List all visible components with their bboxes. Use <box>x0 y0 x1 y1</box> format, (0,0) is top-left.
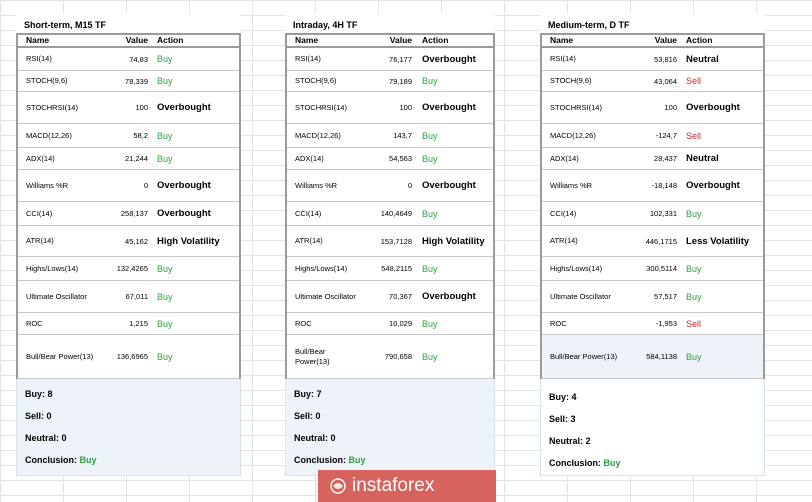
table-row <box>287 148 493 170</box>
summary-sell: Sell: 0 <box>25 411 52 421</box>
indicator-name: ADX(14) <box>26 153 55 163</box>
table-row <box>18 313 239 335</box>
indicator-action: Overbought <box>157 208 211 219</box>
summary-conclusion <box>549 452 764 474</box>
summary-box <box>16 379 241 476</box>
panel-title: Short-term, M15 TF <box>16 13 241 33</box>
panel-short-term <box>16 13 241 476</box>
summary-conclusion <box>25 449 240 471</box>
summary-neutral: Neutral: 0 <box>25 433 67 443</box>
indicator-value: 21,244 <box>125 154 148 163</box>
conclusion-value: Buy <box>603 458 621 468</box>
summary-box <box>540 379 765 476</box>
summary-sell: Sell: 3 <box>549 414 576 424</box>
indicator-value: 132,4265 <box>116 264 148 273</box>
indicator-action: Buy <box>686 291 702 302</box>
indicator-name: Bull/Bear Power(13) <box>550 351 618 361</box>
summary-conclusion <box>294 449 494 471</box>
summary-buy: Buy: 8 <box>25 389 53 399</box>
indicator-name: Ultimate Oscillator <box>550 291 611 301</box>
indicator-value: 258,137 <box>120 209 148 218</box>
table-row <box>542 71 763 92</box>
indicator-name: RSI(14) <box>295 54 321 63</box>
indicator-action: Buy <box>422 351 438 362</box>
conclusion-value: Buy <box>348 455 366 465</box>
indicator-value: 79,189 <box>389 76 412 86</box>
indicator-action: Buy <box>157 76 173 86</box>
indicator-name: Williams %R <box>295 180 338 190</box>
indicator-name: STOCH(9,6) <box>550 76 592 85</box>
table-row <box>287 335 493 379</box>
table-row <box>18 48 239 71</box>
indicator-name: ROC <box>295 318 312 328</box>
table-row <box>542 281 763 313</box>
indicator-value: 548,2115 <box>381 264 412 273</box>
panel-title: Medium-term, D TF <box>540 13 765 33</box>
indicator-value: 53,816 <box>654 54 677 64</box>
indicator-action: Overbought <box>157 102 211 113</box>
indicator-name: STOCHRSI(14) <box>295 102 347 112</box>
table-row <box>18 335 239 379</box>
header-value: Value <box>654 35 677 45</box>
indicator-action: Buy <box>157 263 173 274</box>
indicator-table <box>540 33 765 379</box>
table-row <box>18 124 239 148</box>
indicator-action: Buy <box>422 153 438 164</box>
indicator-action: Buy <box>686 263 702 274</box>
indicator-name: Ultimate Oscillator <box>295 291 356 301</box>
indicator-name: ATR(14) <box>295 236 323 245</box>
indicator-value: 54,563 <box>389 154 412 163</box>
table-row <box>287 202 493 226</box>
indicator-action: High Volatility <box>422 235 485 247</box>
table-row <box>542 148 763 170</box>
indicator-value: 446,1715 <box>645 236 677 246</box>
indicator-action: Buy <box>422 76 438 86</box>
table-row <box>542 335 763 379</box>
indicator-name: Williams %R <box>26 180 69 190</box>
indicator-name: Highs/Lows(14) <box>295 263 348 273</box>
table-row <box>287 71 493 92</box>
table-row <box>542 124 763 148</box>
summary-box <box>285 379 495 476</box>
indicator-value: 102,331 <box>649 209 677 218</box>
indicator-value: 0 <box>407 181 412 190</box>
indicator-action: Buy <box>686 208 702 219</box>
indicator-value: 100 <box>135 103 148 112</box>
indicator-action: Neutral <box>686 153 719 164</box>
indicator-name: ROC <box>26 318 43 328</box>
indicator-action: Buy <box>422 318 438 329</box>
indicator-action: Overbought <box>422 291 476 302</box>
table-row <box>287 281 493 313</box>
indicator-value: 74,83 <box>129 54 148 64</box>
table-row <box>18 281 239 313</box>
summary-neutral: Neutral: 0 <box>294 433 336 443</box>
indicator-value: 300,5114 <box>646 264 677 273</box>
indicator-name: RSI(14) <box>550 54 576 63</box>
table-row <box>18 226 239 257</box>
indicator-name: MACD(12,26) <box>26 130 72 140</box>
indicator-action: Buy <box>157 130 173 141</box>
table-row <box>18 202 239 226</box>
indicator-name: ADX(14) <box>295 153 324 163</box>
indicator-name: Ultimate Oscillator <box>26 291 87 301</box>
indicator-value: 100 <box>664 103 677 112</box>
indicator-action: Sell <box>686 130 702 141</box>
table-row <box>542 170 763 202</box>
indicator-action: Buy <box>157 54 173 64</box>
summary-buy: Buy: 4 <box>549 392 577 402</box>
indicator-name: MACD(12,26) <box>550 130 596 140</box>
table-header <box>542 35 763 48</box>
table-row <box>542 257 763 281</box>
indicator-action: Buy <box>422 263 438 274</box>
table-row <box>287 92 493 124</box>
conclusion-label: Conclusion: <box>294 455 346 465</box>
indicator-value: -18,148 <box>651 181 677 190</box>
indicator-name: STOCH(9,6) <box>26 76 68 85</box>
indicator-action: Buy <box>157 291 173 302</box>
indicator-value: 153,7128 <box>380 236 412 246</box>
indicator-name: ADX(14) <box>550 153 579 163</box>
indicator-value: 0 <box>143 181 148 190</box>
header-value: Value <box>125 35 148 45</box>
indicator-action: Overbought <box>422 53 476 65</box>
table-row <box>287 170 493 202</box>
panel-title: Intraday, 4H TF <box>285 13 495 33</box>
indicator-name: CCI(14) <box>26 208 53 218</box>
indicator-value: -1,953 <box>655 319 677 328</box>
indicator-table <box>285 33 495 379</box>
indicator-name: Bull/Bear Power(13) <box>26 351 94 361</box>
indicator-value: 58,2 <box>133 131 148 140</box>
indicator-value: 57,517 <box>654 292 677 301</box>
table-row <box>287 48 493 71</box>
table-row <box>542 313 763 335</box>
indicator-action: Neutral <box>686 53 719 65</box>
table-row <box>287 124 493 148</box>
indicator-name: Highs/Lows(14) <box>26 263 79 273</box>
indicator-name: ROC <box>550 318 567 328</box>
indicator-action: Buy <box>157 153 173 164</box>
indicator-action: Buy <box>157 318 173 329</box>
indicator-value: 1,215 <box>129 319 148 328</box>
indicator-value: 45,162 <box>125 236 148 246</box>
indicator-value: 67,011 <box>125 292 148 301</box>
header-action: Action <box>157 35 184 45</box>
indicator-name: Williams %R <box>550 180 593 190</box>
indicator-value: 136,6965 <box>116 352 148 361</box>
indicator-action: Sell <box>686 76 702 86</box>
header-name: Name <box>26 35 50 45</box>
watermark-text: instaforex <box>352 475 435 496</box>
instaforex-logo-icon <box>330 478 346 494</box>
indicator-value: 78,339 <box>125 76 148 86</box>
indicator-value: -124,7 <box>655 131 677 140</box>
indicator-name: STOCH(9,6) <box>295 76 337 85</box>
indicator-action: Overbought <box>686 180 740 191</box>
conclusion-label: Conclusion: <box>25 455 77 465</box>
indicator-action: Sell <box>686 318 702 329</box>
indicator-table <box>16 33 241 379</box>
header-action: Action <box>686 35 713 45</box>
indicator-action: Less Volatility <box>686 235 750 247</box>
indicator-action: Buy <box>157 351 173 362</box>
table-row <box>542 226 763 257</box>
indicator-name: CCI(14) <box>295 208 322 218</box>
indicator-name: Bull/Bear Power(13) <box>295 346 330 366</box>
table-row <box>542 92 763 124</box>
indicator-name: CCI(14) <box>550 208 577 218</box>
indicator-name: Highs/Lows(14) <box>550 263 603 273</box>
instaforex-watermark <box>318 470 496 502</box>
header-name: Name <box>295 35 319 45</box>
indicator-value: 10,029 <box>389 319 412 328</box>
indicator-value: 140,4649 <box>380 209 412 218</box>
indicator-value: 70,367 <box>389 292 412 301</box>
panel-medium-term <box>540 13 765 476</box>
indicator-name: ATR(14) <box>26 236 54 245</box>
table-row <box>18 148 239 170</box>
panel-intraday <box>285 13 495 476</box>
indicator-value: 76,177 <box>389 54 412 64</box>
conclusion-label: Conclusion: <box>549 458 601 468</box>
header-action: Action <box>422 35 449 45</box>
table-row <box>287 226 493 257</box>
indicator-name: MACD(12,26) <box>295 130 341 140</box>
header-value: Value <box>389 35 412 45</box>
indicator-name: RSI(14) <box>26 54 52 63</box>
indicator-value: 143,7 <box>393 131 412 140</box>
table-row <box>287 257 493 281</box>
indicator-name: ATR(14) <box>550 236 578 245</box>
indicator-action: Buy <box>686 351 702 362</box>
indicator-value: 584,1138 <box>646 352 677 361</box>
summary-buy: Buy: 7 <box>294 389 322 399</box>
summary-sell: Sell: 0 <box>294 411 321 421</box>
table-row <box>18 170 239 202</box>
indicator-name: STOCHRSI(14) <box>26 102 78 112</box>
indicator-name: STOCHRSI(14) <box>550 102 602 112</box>
indicator-value: 790,658 <box>384 352 412 361</box>
header-name: Name <box>550 35 574 45</box>
table-row <box>542 48 763 71</box>
indicator-action: Buy <box>422 130 438 141</box>
table-header <box>18 35 239 48</box>
table-row <box>18 257 239 281</box>
indicator-value: 28,437 <box>654 154 677 163</box>
table-row <box>18 71 239 92</box>
indicator-value: 100 <box>399 103 412 112</box>
summary-neutral: Neutral: 2 <box>549 436 591 446</box>
indicator-action: High Volatility <box>157 235 220 247</box>
indicator-action: Overbought <box>686 102 740 113</box>
indicator-action: Overbought <box>422 180 476 191</box>
conclusion-value: Buy <box>79 455 97 465</box>
table-row <box>542 202 763 226</box>
table-row <box>18 92 239 124</box>
table-header <box>287 35 493 48</box>
indicator-action: Overbought <box>422 102 476 113</box>
indicator-action: Overbought <box>157 180 211 191</box>
table-row <box>287 313 493 335</box>
indicator-value: 43,064 <box>654 76 677 86</box>
indicator-action: Buy <box>422 208 438 219</box>
